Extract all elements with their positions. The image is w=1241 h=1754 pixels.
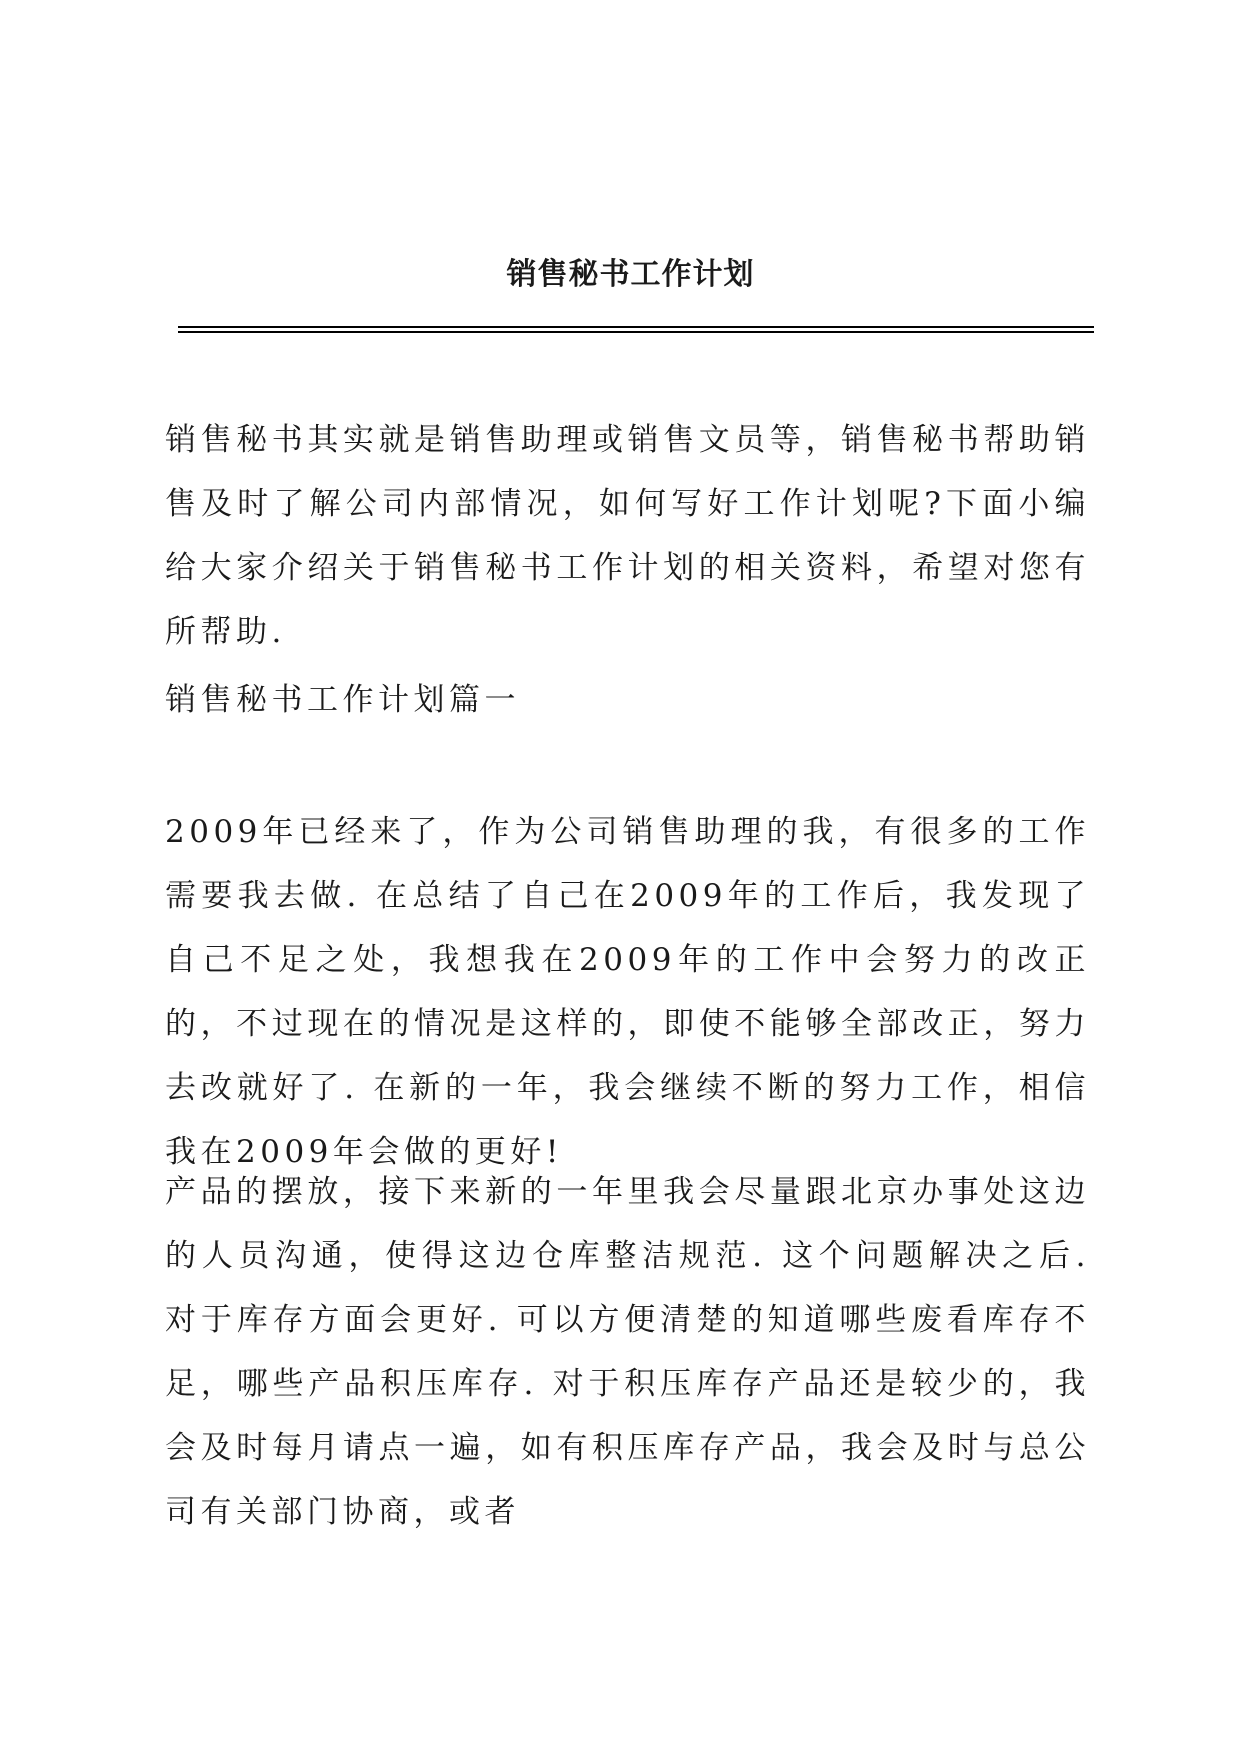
document-title: 销售秘书工作计划 xyxy=(506,257,755,292)
section-heading: 销售秘书工作计划篇一 xyxy=(165,682,520,718)
body-paragraph: 产品的摆放，接下来新的一年里我会尽量跟北京办事处这边的人员沟通，使得这边仓库整洁规范. 这个问题解决之后. 对于库存方面会更好. 可以方便清楚的知道哪些废看库存不足，哪些产品积压库存. 对于积压库存产品还是较少的，我会及时每月请点一遍，如有积压库存产品，我会及时与总公司有关部门协商，或者 xyxy=(165,1174,1090,1530)
body-paragraph: 2009年已经来了，作为公司销售助理的我，有很多的工作需要我去做. 在总结了自己在2009年的工作后，我发现了自己不足之处，我想我在2009年的工作中会努力的改正的，不过现在的情况是这样的，即使不能够全部改正，努力去改就好了. 在新的一年，我会继续不断的努力工作，相信我在2009年会做的更好! xyxy=(165,814,1090,1170)
intro-paragraph: 销售秘书其实就是销售助理或销售文员等，销售秘书帮助销售及时了解公司内部情况，如何写好工作计划呢?下面小编给大家介绍关于销售秘书工作计划的相关资料，希望对您有所帮助. xyxy=(165,422,1090,650)
title-divider-top xyxy=(178,326,1094,328)
title-divider-bottom xyxy=(178,331,1094,333)
